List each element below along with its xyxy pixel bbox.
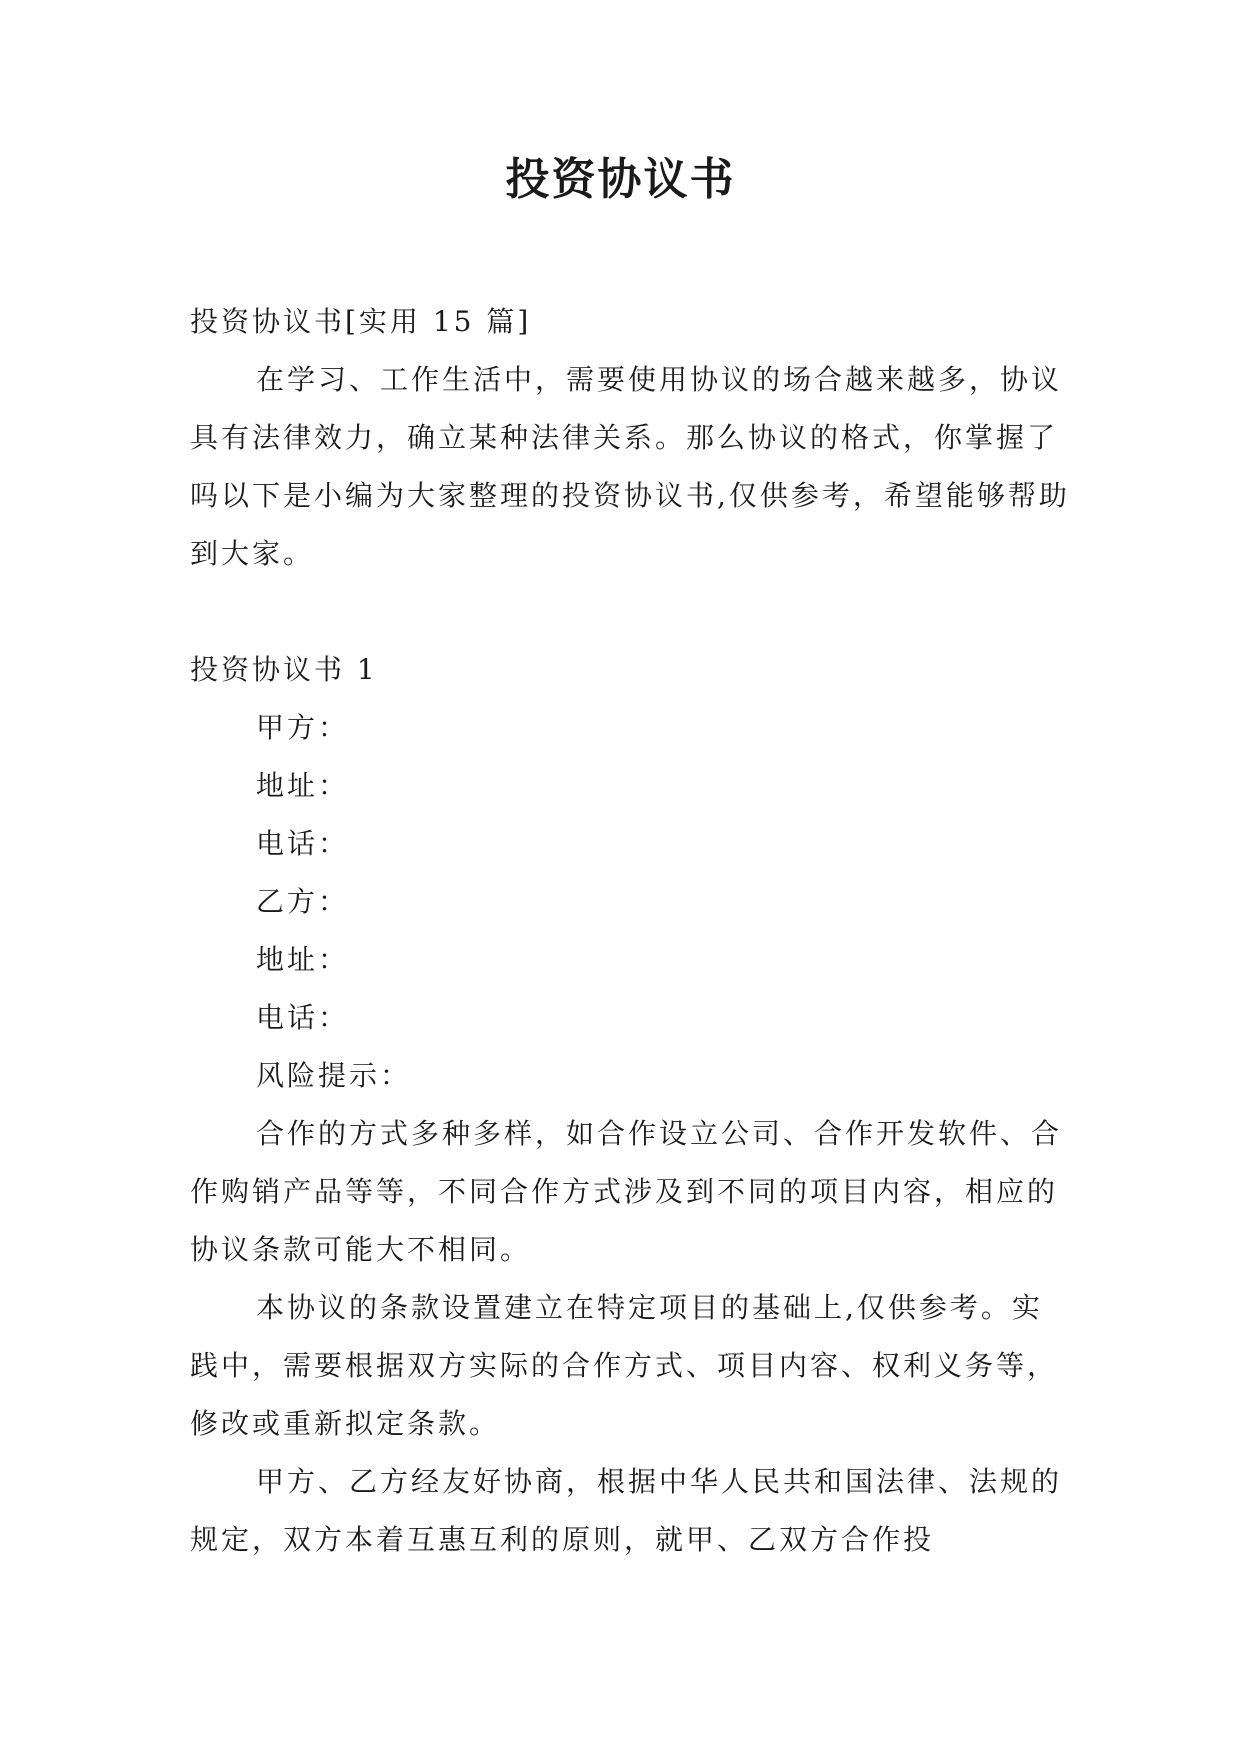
document-subtitle: 投资协议书[实用 15 篇] <box>190 305 532 338</box>
risk-notice-label: 风险提示： <box>256 1059 412 1092</box>
body-paragraph: 甲方、乙方经友好协商，根据中华人民共和国法律、法规的规定，双方本着互惠互利的原则，就甲、乙双方合作投 <box>190 1465 1063 1556</box>
intro-paragraph: 在学习、工作生活中，需要使用协议的场合越来越多，协议具有法律效力，确立某种法律关系。那么协议的格式，你掌握了吗以下是小编为大家整理的投资协议书,仅供参考，希望能够帮助到大家。 <box>190 363 1070 570</box>
section-heading: 投资协议书 1 <box>190 653 378 686</box>
document-body <box>190 293 1070 1569</box>
party-b-field: 乙方： <box>256 885 350 918</box>
party-b-phone-field: 电话： <box>256 1001 350 1034</box>
document-title: 投资协议书 <box>505 154 736 205</box>
party-a-field: 甲方： <box>256 711 350 744</box>
body-paragraph: 合作的方式多种多样，如合作设立公司、合作开发软件、合作购销产品等等，不同合作方式涉及到不同的项目内容，相应的协议条款可能大不相同。 <box>190 1117 1063 1266</box>
body-paragraph: 本协议的条款设置建立在特定项目的基础上,仅供参考。实践中，需要根据双方实际的合作方式、项目内容、权利义务等，修改或重新拟定条款。 <box>190 1291 1059 1440</box>
party-b-address-field: 地址： <box>256 943 350 976</box>
party-a-phone-field: 电话： <box>256 827 350 860</box>
party-a-address-field: 地址： <box>256 769 350 802</box>
spacer <box>190 583 1070 641</box>
